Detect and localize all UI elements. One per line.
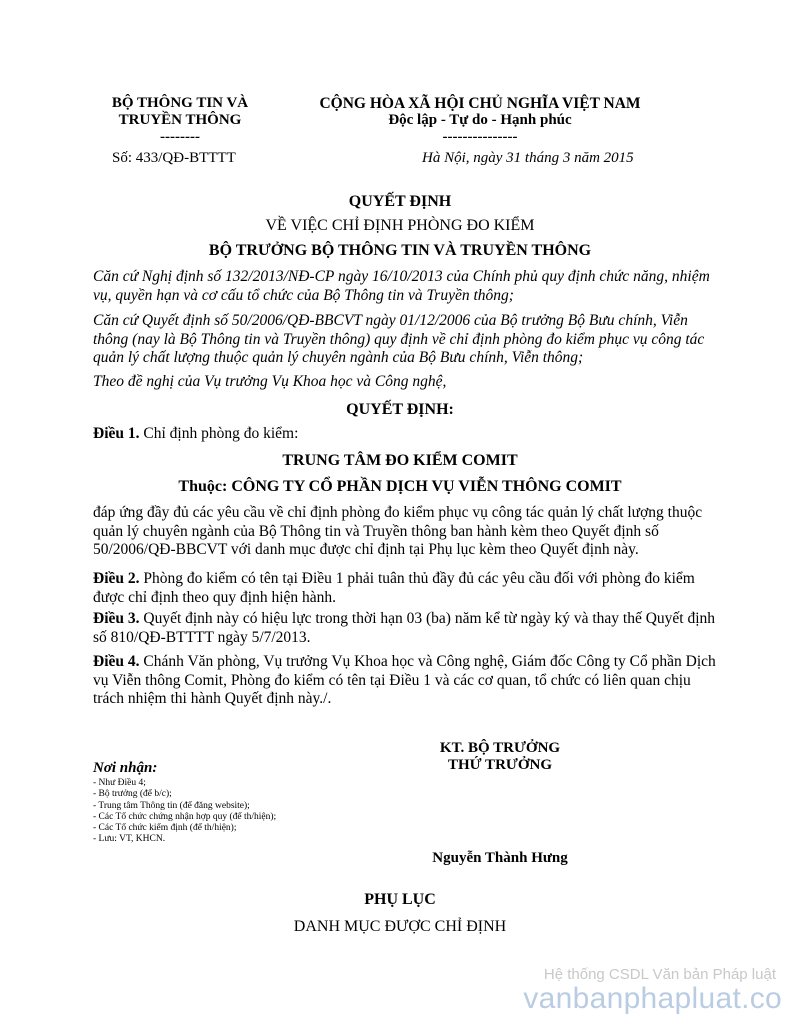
national-motto <box>290 95 670 146</box>
appendix-title: PHỤ LỤC <box>364 891 436 908</box>
legal-basis-1: Căn cứ Nghị định số 132/2013/NĐ-CP ngày 16/10/2013 của Chính phủ quy định chức năng, nhiệm vụ, quyền hạn và cơ cấu tổ chức của Bộ Thông tin và Truyền thông; <box>93 268 710 304</box>
lab-owner <box>0 477 800 496</box>
proposal-basis: Theo đề nghị của Vụ trưởng Vụ Khoa học và Công nghệ, <box>93 373 447 390</box>
legal-basis-2: Căn cứ Quyết định số 50/2006/QĐ-BBCVT ngày 01/12/2006 của Bộ trưởng Bộ Bưu chính, Viễn thông (nay là Bộ Thông tin và Truyền thông) quy định về chỉ định phòng đo kiểm phục vụ công tác quản lý chất lượng thuộc quản lý chuyên ngành của Bộ Bưu chính, Viễn thông; <box>93 312 705 366</box>
recipients-list <box>93 778 353 846</box>
owner-label: Thuộc: <box>178 478 232 495</box>
motto-divider: --------------- <box>442 129 518 145</box>
watermark-caption: Hệ thống CSDL Văn bản Pháp luật <box>543 966 776 983</box>
article-2-text: Phòng đo kiểm có tên tại Điều 1 phải tuân thủ đầy đủ các yêu cầu đối với phòng đo kiểm được chỉ định theo quy định hiện hành. <box>93 570 695 606</box>
article-1 <box>93 425 723 444</box>
agency-divider: -------- <box>160 129 200 145</box>
document-subject: VỀ VIỆC CHỈ ĐỊNH PHÒNG ĐO KIỂM <box>265 217 535 234</box>
watermark-domain: vanbanphapluat.co <box>523 982 782 1015</box>
motto: Độc lập - Tự do - Hạnh phúc <box>388 112 572 128</box>
article-4-label: Điều 4. <box>93 653 140 670</box>
country-name: CỘNG HÒA XÃ HỘI CHỦ NGHĨA VIỆT NAM <box>319 95 641 112</box>
recipient-item: - Trung tâm Thông tin (để đăng website); <box>93 800 250 811</box>
article-3-label: Điều 3. <box>93 610 140 627</box>
issuing-agency <box>90 95 270 146</box>
article-1-label: Điều 1. <box>93 425 140 442</box>
document-type: QUYẾT ĐỊNH <box>348 193 452 210</box>
issue-date: Hà Nội, ngày 31 tháng 3 năm 2015 <box>422 150 634 166</box>
article-1-text: Chỉ định phòng đo kiểm: <box>139 425 299 442</box>
decision-heading: QUYẾT ĐỊNH: <box>346 401 454 418</box>
article-1-body: đáp ứng đầy đủ các yêu cầu về chỉ định phòng đo kiểm phục vụ công tác quản lý chất lượng thuộc quản lý chuyên ngành của Bộ Thông tin và Truyền thông ban hành kèm theo Quyết định số 50/2006/QĐ-BBCVT với danh mục được chỉ định tại Phụ lục kèm theo Quyết định này. <box>93 504 703 558</box>
issuing-authority: BỘ TRƯỞNG BỘ THÔNG TIN VÀ TRUYỀN THÔNG <box>208 242 592 259</box>
article-2-label: Điều 2. <box>93 570 140 587</box>
designated-lab-name: TRUNG TÂM ĐO KIỂM COMIT <box>282 452 518 469</box>
recipient-item: - Như Điều 4; <box>93 778 146 788</box>
signature-title <box>400 740 600 774</box>
recipient-item: - Các Tổ chức chứng nhận hợp quy (để th/hiện); <box>93 811 277 822</box>
agency-name-line2: TRUYỀN THÔNG <box>118 112 242 128</box>
recipient-item: - Lưu: VT, KHCN. <box>93 834 166 845</box>
article-4-text: Chánh Văn phòng, Vụ trưởng Vụ Khoa học và Công nghệ, Giám đốc Công ty Cổ phần Dịch vụ Viễn thông Comit, Phòng đo kiểm có tên tại Điều 1 và các cơ quan, tổ chức có liên quan chịu trách nhiệm thi hành Quyết định này./. <box>93 653 716 707</box>
article-4 <box>93 653 723 709</box>
agency-name-line1: BỘ THÔNG TIN VÀ <box>111 95 249 111</box>
document-number: Số: 433/QĐ-BTTTT <box>112 150 236 166</box>
recipients-heading: Nơi nhận: <box>93 760 158 776</box>
signer-name: Nguyễn Thành Hưng <box>432 850 568 866</box>
recipients-block <box>93 760 353 846</box>
article-3-text: Quyết định này có hiệu lực trong thời hạn 03 (ba) năm kể từ ngày ký và thay thế Quyết định số 810/QĐ-BTTTT ngày 5/7/2013. <box>93 610 716 646</box>
recipient-item: - Bộ trưởng (để b/c); <box>93 789 172 800</box>
article-2 <box>93 570 723 607</box>
signature-title-line1: KT. BỘ TRƯỞNG <box>439 740 561 756</box>
signature-title-line2: THỨ TRƯỞNG <box>447 757 553 773</box>
recipient-item: - Các Tổ chức kiểm định (để th/hiện); <box>93 823 237 834</box>
appendix-subtitle: DANH MỤC ĐƯỢC CHỈ ĐỊNH <box>293 918 507 935</box>
owner-name: CÔNG TY CỔ PHẦN DỊCH VỤ VIỄN THÔNG COMIT <box>231 478 622 495</box>
article-3 <box>93 610 723 647</box>
